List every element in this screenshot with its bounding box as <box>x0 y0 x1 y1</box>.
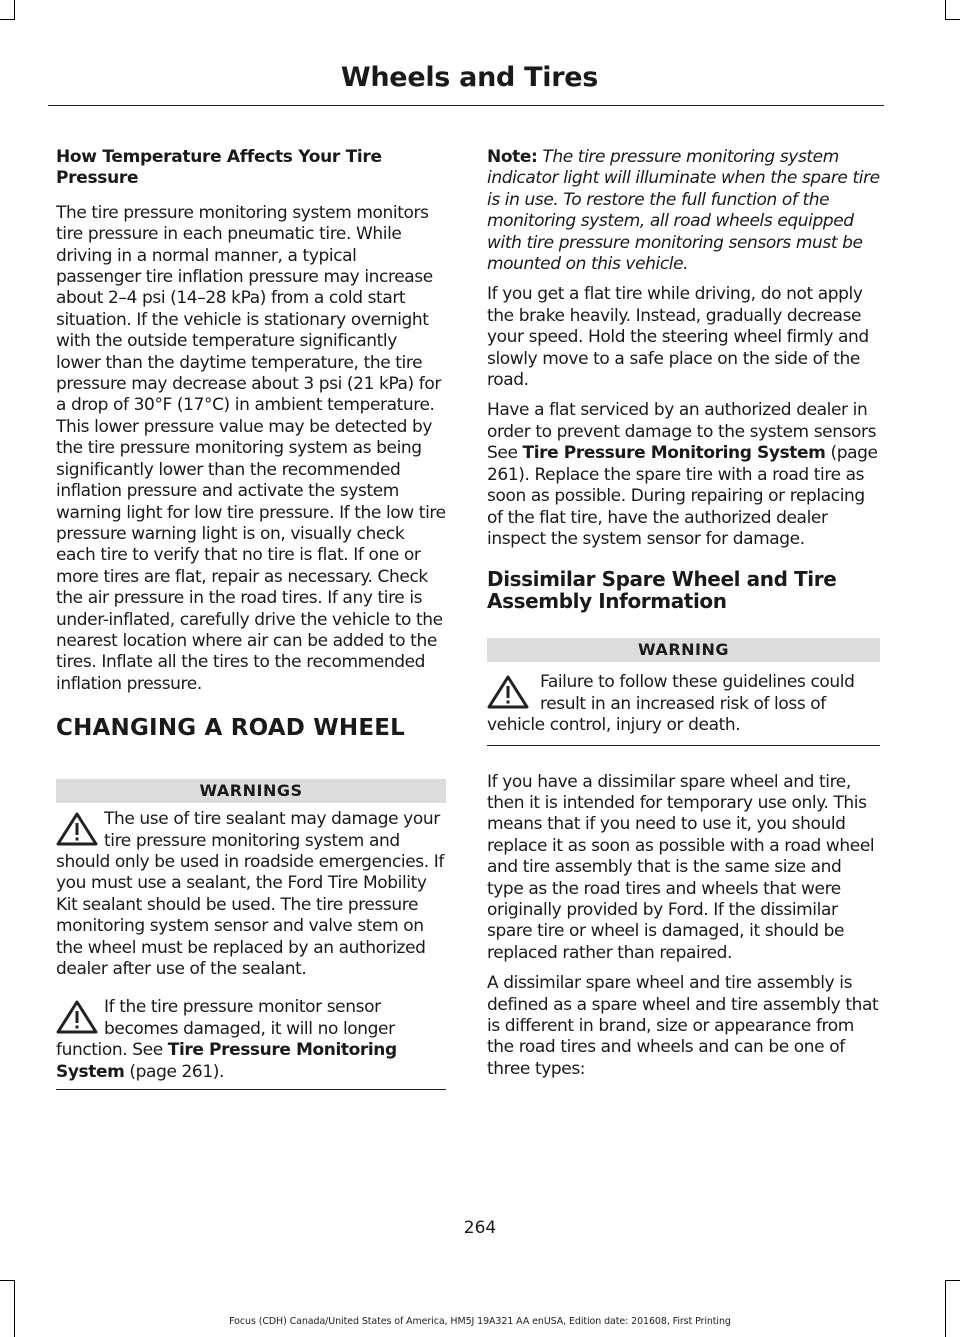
warning-divider <box>56 1089 446 1090</box>
page-number: 264 <box>463 1218 497 1238</box>
service-paragraph <box>487 400 880 550</box>
left-column <box>56 147 446 1103</box>
crop-mark <box>945 1280 960 1281</box>
flat-tire-paragraph: If you get a flat tire while driving, do not apply the brake heavily. Instead, gradually decrease your speed. Hold the steering wheel firmly and slowly move to a safe place on the side of the road. <box>487 284 869 391</box>
warning-sensor-page-ref: (page 261). <box>124 1061 225 1082</box>
warning-text-sealant: The use of tire sealant may damage your tire pressure monitoring system and should only be used in roadside emergencies. If you must use a sealant, the Ford Tire Mobility Kit sealant should be used. The tire pressure monitoring system sensor and valve stem on the wheel must be replaced by an authorized dealer after use of the sealant. <box>56 809 444 979</box>
right-column <box>487 147 880 1089</box>
header-divider <box>48 105 884 106</box>
temperature-heading: How Temperature Affects Your Tire Pressure <box>56 147 382 189</box>
warning-sensor-text: If the tire pressure monitor sensor becomes damaged, it will no longer function. See <box>56 997 395 1061</box>
warning-text-sensor <box>56 997 446 1083</box>
warning-divider <box>487 745 880 746</box>
crop-mark <box>945 0 946 20</box>
crop-mark <box>0 19 15 20</box>
service-text: Have a flat serviced by an authorized dealer in order to prevent damage to the system sensors See <box>487 400 877 464</box>
crop-mark <box>945 1280 946 1337</box>
dissimilar-paragraph-1: If you have a dissimilar spare wheel and tire, then it is intended for temporary use only. This means that if you need to use it, you should replace it as soon as possible with a road wheel and tire assembly that is the same size and type as the road tires and wheels that were originally provided by Ford. If the dissimilar spare tire or wheel is damaged, it should be replaced rather than repaired. <box>487 771 875 963</box>
xref-link-tpms[interactable]: Tire Pressure Monitoring System <box>56 1040 397 1082</box>
warning-item-sealant <box>56 809 446 980</box>
section-heading-changing-road-wheel: CHANGING A ROAD WHEEL <box>56 715 405 742</box>
crop-mark <box>14 0 15 20</box>
warning-text-guidelines: Failure to follow these guidelines could result in an increased risk of loss of vehicle control, injury or death. <box>487 672 855 736</box>
warning-triangle-icon <box>56 811 104 847</box>
dissimilar-heading: Dissimilar Spare Wheel and Tire Assembly Information <box>487 567 837 614</box>
crop-mark <box>14 1280 15 1337</box>
footer-edition-info: Focus (CDH) Canada/United States of America, HM5J 19A321 AA enUSA, Edition date: 201608, First Printing <box>229 1316 731 1327</box>
note-label: Note: <box>487 147 538 167</box>
crop-mark <box>0 1280 15 1281</box>
warning-item-sensor <box>56 997 446 1090</box>
warning-banner: WARNING <box>487 638 880 662</box>
service-text-continued: (page 261). Replace the spare tire with a road tire as soon as possible. During repairing or replacing of the flat tire, have the authorized dealer inspect the system sensor for damage. <box>487 443 878 549</box>
page-header-title: Wheels and Tires <box>340 62 598 93</box>
warning-item-guidelines <box>487 672 880 745</box>
note-text: The tire pressure monitoring system indicator light will illuminate when the spare tire is in use. To restore the full function of the monitoring system, all road wheels equipped with tire pressure monitoring sensors must be mounted on this vehicle. <box>487 147 880 275</box>
temperature-paragraph: The tire pressure monitoring system monitors tire pressure in each pneumatic tire. While driving in a normal manner, a typical passenger tire inflation pressure may increase about 2–4 psi (14–28 kPa) from a cold start situation. If the vehicle is stationary overnight with the outside temperature significantly lower than the daytime temperature, the tire pressure may decrease about 3 psi (21 kPa) for a drop of 30°F (17°C) in ambient temperature. This lower pressure value may be detected by the tire pressure monitoring system as being significantly lower than the recommended inflation pressure and activate the system warning light for low tire pressure. If the low tire pressure warning light is on, visually check each tire to verify that no tire is flat. If one or more tires are flat, repair as necessary. Check the air pressure in the road tires. If any tire is under-inflated, carefully drive the vehicle to the nearest location where air can be added to the tires. Inflate all the tires to the recommended inflation pressure. <box>56 202 446 694</box>
dissimilar-paragraph-2: A dissimilar spare wheel and tire assembly is defined as a spare wheel and tire assembly that is different in brand, size or appearance from the road tires and wheels and can be one of three types: <box>487 973 879 1079</box>
crop-mark <box>945 19 960 20</box>
note-paragraph <box>487 147 880 275</box>
xref-link-tpms[interactable]: Tire Pressure Monitoring System <box>522 443 826 464</box>
warnings-banner: WARNINGS <box>56 779 446 803</box>
warning-triangle-icon <box>56 999 104 1035</box>
warning-triangle-icon <box>487 674 540 710</box>
